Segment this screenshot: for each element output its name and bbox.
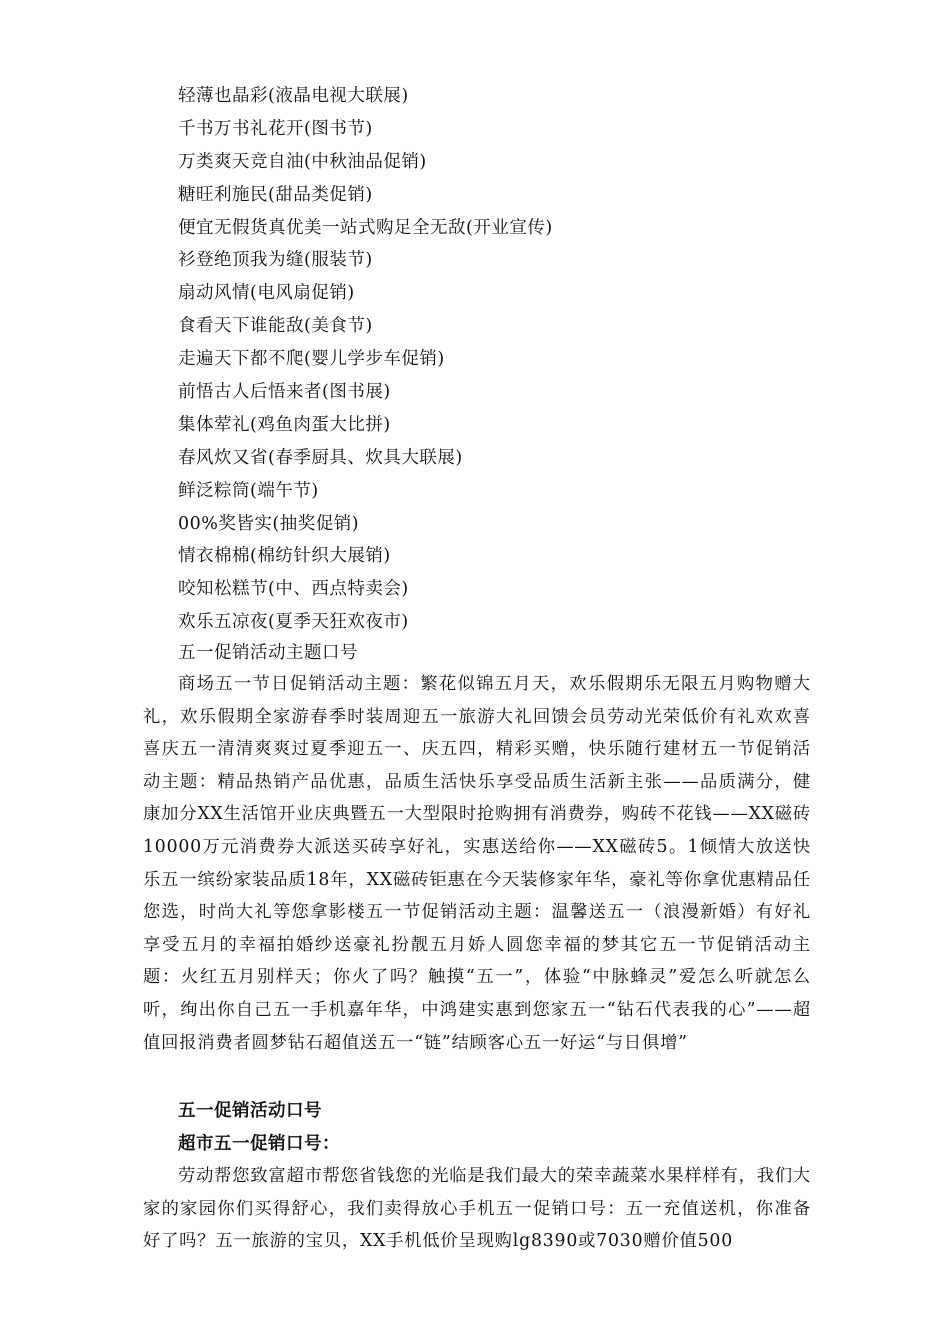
slogan-item: 便宜无假货真优美一站式购足全无敌(开业宣传): [178, 217, 553, 238]
slogan-list: [178, 80, 553, 639]
slogan-item: 走遍天下都不爬(婴儿学步车促销): [178, 349, 445, 370]
slogan-item: 咬知松糕节(中、西点特卖会): [178, 579, 409, 600]
slogan-item: 扇动风情(电风扇促销): [178, 283, 355, 304]
slogan-item: 糖旺利施民(甜品类促销): [178, 184, 373, 205]
section-title-slogans: 五一促销活动口号: [178, 1101, 322, 1121]
slogan-item: 欢乐五凉夜(夏季天狂欢夜市): [178, 612, 409, 633]
slogan-item: 衫登绝顶我为缝(服装节): [178, 250, 373, 271]
slogan-item: 食看天下谁能敌(美食节): [178, 316, 373, 337]
section-title-themes: 五一促销活动主题口号: [178, 643, 358, 663]
slogan-item: 千书万书礼花开(图书节): [178, 118, 373, 139]
slogan-item: 春风炊又省(春季厨具、炊具大联展): [178, 447, 463, 468]
subsection-title-supermarket: 超市五一促销口号：: [178, 1134, 340, 1154]
themes-paragraph: 商场五一节日促销活动主题：繁花似锦五月天，欢乐假期乐无限五月购物赠大礼，欢乐假期全家游春季时装周迎五一旅游大礼回馈会员劳动光荣低价有礼欢欢喜喜庆五一清清爽爽过夏季迎五一、庆五四，精彩买赠，快乐随行建材五一节促销活动主题：精品热销产品优惠，品质生活快乐享受品质生活新主张——品质满分，健康加分XX生活馆开业庆典暨五一大型限时抢购拥有消费券，购砖不花钱——XX磁砖10000万元消费券大派送买砖享好礼，实惠送给你——XX磁砖5。1倾情大放送快乐五一缤纷家装品质18年，XX磁砖钜惠在今天装修家年华，豪礼等你拿优惠精品任您选，时尚大礼等您拿影楼五一节促销活动主题：温馨送五一（浪漫新婚）有好礼享受五月的幸福拍婚纱送豪礼扮靓五月娇人圆您幸福的梦其它五一节促销活动主题：火红五月别样天；你火了吗？触摸“五一”，体验“中脉蜂灵”爱怎么听就怎么听，绚出你自己五一手机嘉年华，中鸿建实惠到您家五一“钻石代表我的心”——超值回报消费者圆梦钻石超值送五一“链”结顾客心五一好运“与日俱增”: [143, 674, 811, 1053]
slogan-item: 情衣棉棉(棉纺针织大展销): [178, 546, 391, 567]
slogans-paragraph: 劳动帮您致富超市帮您省钱您的光临是我们最大的荣幸蔬菜水果样样有，我们大家的家园你们买得舒心，我们卖得放心手机五一促销口号：五一充值送机，你准备好了吗？五一旅游的宝贝，XX手机低价呈现购lg8390或7030赠价值500: [143, 1166, 811, 1252]
slogan-item: 前悟古人后悟来者(图书展): [178, 382, 391, 403]
slogan-item: 00%奖皆实(抽奖促销): [178, 513, 360, 534]
slogan-item: 轻薄也晶彩(液晶电视大联展): [178, 86, 409, 106]
slogan-item: 万类爽天竞自油(中秋油品促销): [178, 151, 427, 172]
slogan-item: 集体荤礼(鸡鱼肉蛋大比拼): [178, 414, 391, 435]
slogan-item: 鲜泛粽筒(端午节): [178, 480, 319, 501]
